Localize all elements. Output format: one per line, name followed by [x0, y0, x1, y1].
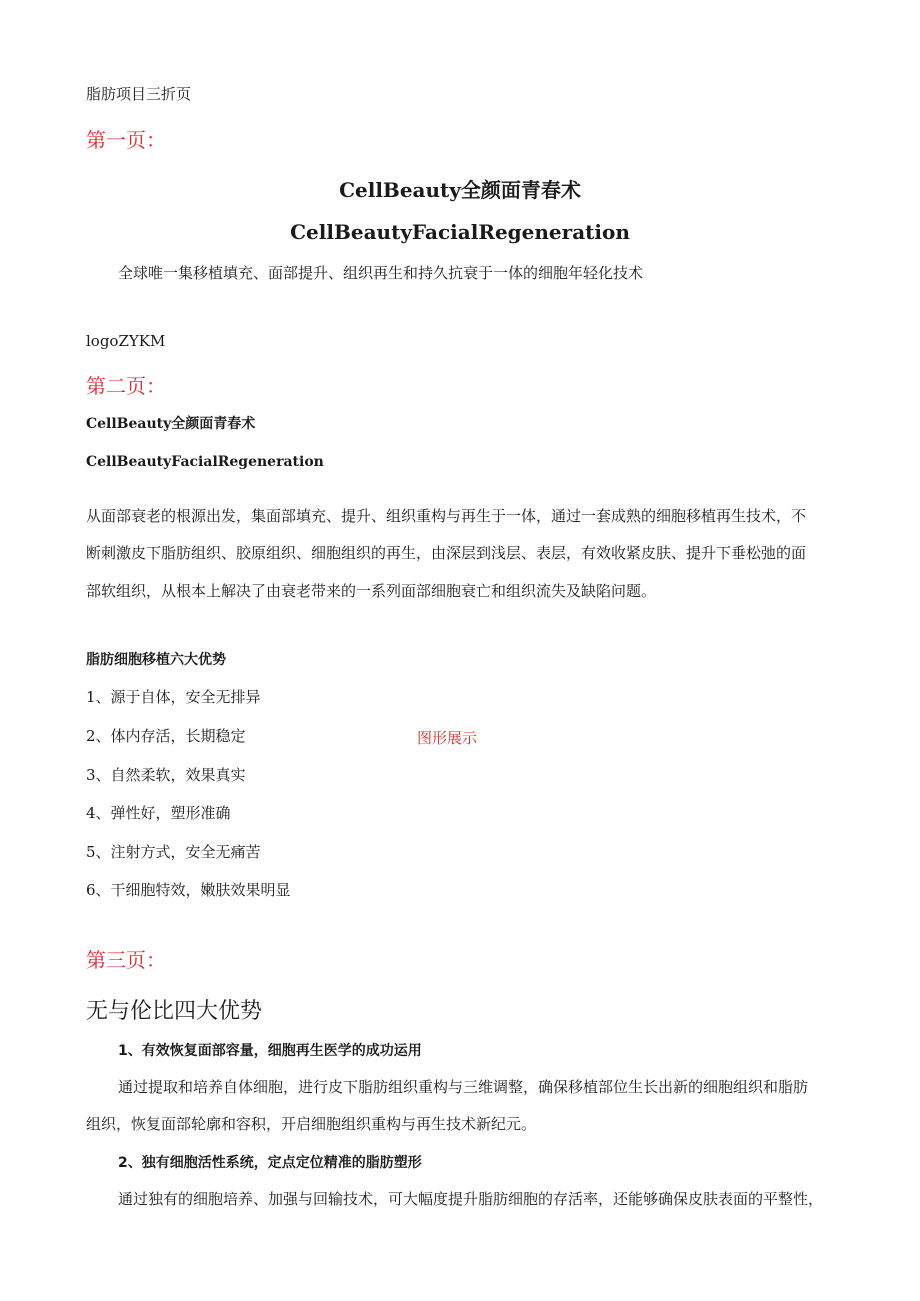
page3-section-line: 组织，恢复面部轮廓和容积，开启细胞组织重构与再生技术新纪元。	[86, 1115, 537, 1133]
document-title: 脂肪项目三折页	[86, 85, 192, 103]
page3-heading: 第三页：	[86, 948, 166, 972]
page2-title-en: CellBeautyFacialRegeneration	[86, 454, 324, 470]
advantage-item: 4、弹性好，塑形准确	[86, 804, 231, 822]
page3-section-heading: 2、独有细胞活性系统，定点定位精准的脂肪塑形	[118, 1155, 422, 1171]
page2-title-cn: CellBeauty全颜面青春术	[86, 416, 256, 432]
advantage-item: 6、干细胞特效，嫩肤效果明显	[86, 881, 291, 899]
logo-text: logoZYKM	[86, 332, 166, 350]
page1-tagline: 全球唯一集移植填充、面部提升、组织再生和持久抗衰于一体的细胞年轻化技术	[118, 264, 644, 282]
advantage-item: 2、体内存活，长期稳定	[86, 727, 246, 745]
page3-section-line: 通过提取和培养自体细胞，进行皮下脂肪组织重构与三维调整，确保移植部位生长出新的细胞组织和脂肪	[118, 1078, 809, 1096]
page3-title: 无与伦比四大优势	[86, 999, 263, 1024]
advantage-item: 5、注射方式，安全无痛苦	[86, 843, 261, 861]
page2-heading: 第二页：	[86, 374, 166, 398]
page1-title-cn: CellBeauty全颜面青春术	[339, 178, 581, 202]
advantages-heading: 脂肪细胞移植六大优势	[86, 652, 226, 668]
page3-section-heading: 1、有效恢复面部容量，细胞再生医学的成功运用	[118, 1043, 422, 1059]
page2-paragraph-line: 部软组织，从根本上解决了由衰老带来的一系列面部细胞衰亡和组织流失及缺陷问题。	[86, 582, 657, 600]
page1-title-en: CellBeautyFacialRegeneration	[290, 220, 630, 244]
graphic-placeholder-label: 图形展示	[417, 729, 478, 747]
advantage-item: 1、源于自体，安全无排异	[86, 688, 261, 706]
page1-heading: 第一页：	[86, 128, 166, 152]
page2-paragraph-line: 断刺激皮下脂肪组织、胶原组织、细胞组织的再生，由深层到浅层、表层，有效收紧皮肤、提升下垂松弛的面	[86, 544, 807, 562]
page2-paragraph-line: 从面部衰老的根源出发，集面部填充、提升、组织重构与再生于一体，通过一套成熟的细胞移植再生技术，不	[86, 507, 807, 525]
advantage-item: 3、自然柔软，效果真实	[86, 766, 246, 784]
page3-section-line: 通过独有的细胞培养、加强与回输技术，可大幅度提升脂肪细胞的存活率，还能够确保皮肤表面的平整性，	[118, 1190, 824, 1208]
